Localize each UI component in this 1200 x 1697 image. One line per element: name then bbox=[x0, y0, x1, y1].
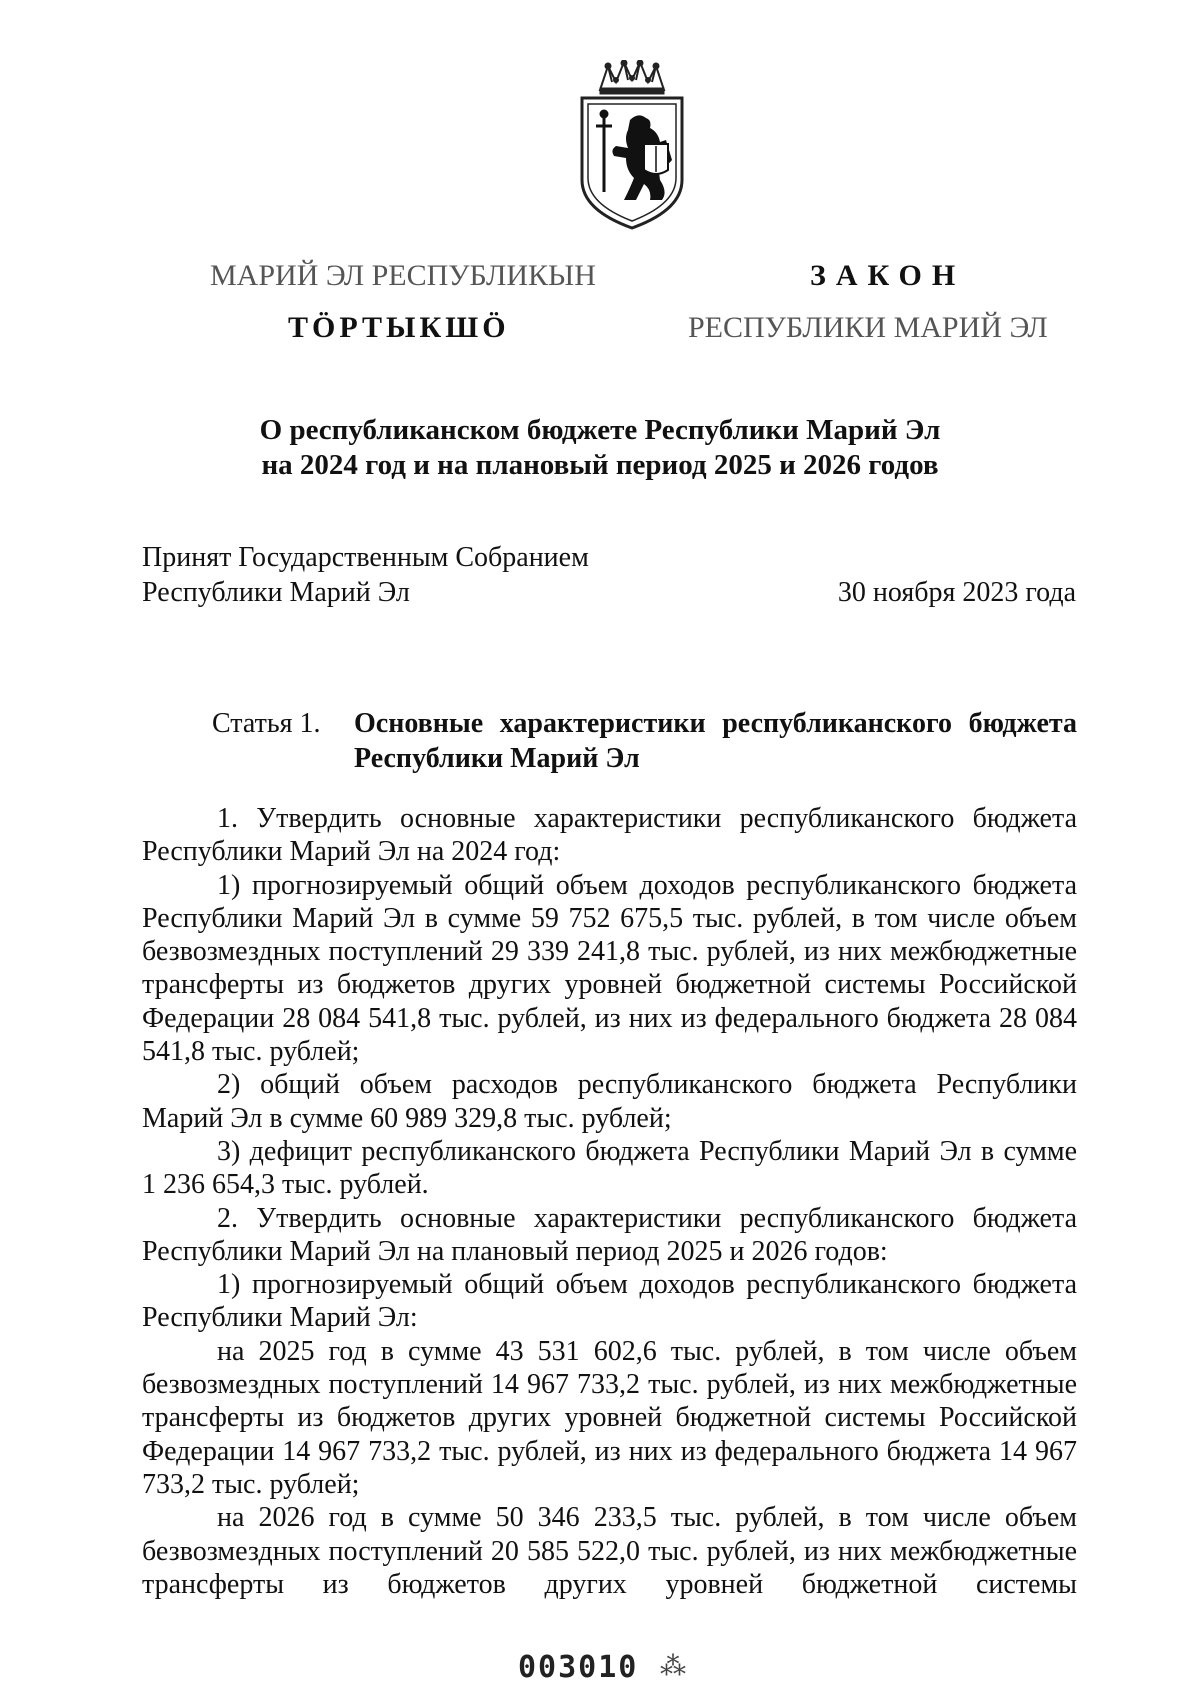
mari-header-line2: ТӦРТЫКШӦ bbox=[288, 311, 510, 344]
article-title: Основные характеристики республиканского бюджета Республики Марий Эл bbox=[354, 708, 1077, 774]
paragraph: на 2026 год в сумме 50 346 233,5 тыс. рублей, в том числе объем безвозмездных поступлений 20 585 522,0 тыс. рублей, из них межбюджетные трансферты из бюджетов других уровней бюджетной системы bbox=[142, 1502, 1077, 1600]
article-number: Статья 1. bbox=[212, 708, 321, 739]
paragraph: 2. Утвердить основные характеристики республиканского бюджета Республики Марий Эл на плановый период 2025 и 2026 годов: bbox=[142, 1202, 1077, 1267]
title-line2: на 2024 год и на плановый период 2025 и 2026 годов bbox=[261, 449, 939, 481]
article-body bbox=[142, 802, 1077, 1601]
coat-of-arms-icon bbox=[578, 60, 686, 232]
footer-mark: ⁂ bbox=[660, 1652, 686, 1681]
serial-number: 003010 bbox=[518, 1650, 639, 1685]
adopted-line1: Принят Государственным Собранием bbox=[142, 542, 589, 573]
adoption-block bbox=[142, 540, 589, 610]
paragraph: на 2025 год в сумме 43 531 602,6 тыс. рублей, в том числе объем безвозмездных поступлений 14 967 733,2 тыс. рублей, из них межбюджетные трансферты из бюджетов других уровней бюджетной системы Российской Федерации 14 967 733,2 тыс. рублей, из них из федерального бюджета 14 967 733,2 тыс. рублей; bbox=[142, 1335, 1077, 1500]
paragraph: 2) общий объем расходов республиканского бюджета Республики Марий Эл в сумме 60 989 329,8 тыс. рублей; bbox=[142, 1069, 1077, 1134]
ru-header-line2: РЕСПУБЛИКИ МАРИЙ ЭЛ bbox=[688, 311, 1048, 344]
title-line1: О республиканском бюджете Республики Марий Эл bbox=[259, 414, 941, 446]
paragraph: 1) прогнозируемый общий объем доходов республиканского бюджета Республики Марий Эл в сумме 59 752 675,5 тыс. рублей, в том числе объем безвозмездных поступлений 29 339 241,8 тыс. рублей, из них межбюджетные трансферты из бюджетов других уровней бюджетной системы Российской Федерации 28 084 541,8 тыс. рублей, из них из федерального бюджета 28 084 541,8 тыс. рублей; bbox=[142, 869, 1077, 1068]
paragraph: 1) прогнозируемый общий объем доходов республиканского бюджета Республики Марий Эл: bbox=[142, 1269, 1077, 1334]
mari-header-line1: МАРИЙ ЭЛ РЕСПУБЛИКЫН bbox=[210, 259, 596, 292]
document-title bbox=[160, 413, 1040, 483]
adopted-line2: Республики Марий Эл bbox=[142, 577, 410, 608]
paragraph: 1. Утвердить основные характеристики республиканского бюджета Республики Марий Эл на 2024 год: bbox=[142, 803, 1077, 868]
paragraph: 3) дефицит республиканского бюджета Республики Марий Эл в сумме 1 236 654,3 тыс. рублей. bbox=[142, 1135, 1077, 1201]
adoption-date: 30 ноября 2023 года bbox=[837, 577, 1076, 608]
law-heading: ЗАКОН bbox=[810, 259, 966, 292]
